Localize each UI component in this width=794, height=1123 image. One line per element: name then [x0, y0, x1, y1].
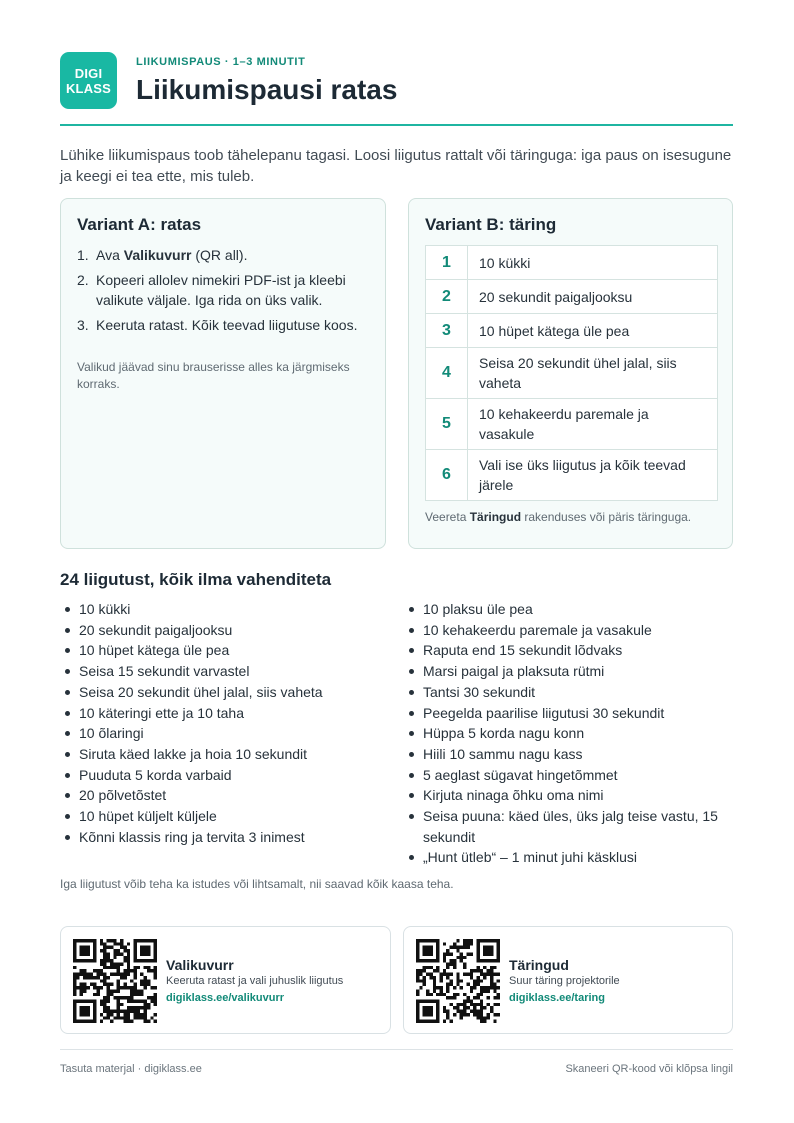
- header-kicker: LIIKUMISPAUS · 1–3 MINUTIT: [136, 56, 306, 68]
- move-item: Tantsi 30 sekundit: [404, 682, 733, 703]
- move-item: Puuduta 5 korda varbaid: [60, 765, 390, 786]
- footer-divider: [60, 1049, 733, 1050]
- dice-move: 10 kehakeerdu paremale ja vasakule: [468, 399, 718, 450]
- move-item: „Hunt ütleb“ – 1 minut juhi käsklusi: [404, 847, 733, 868]
- dice-number: 2: [426, 280, 468, 314]
- qr-card-valikuvurr[interactable]: [60, 926, 391, 1034]
- move-item: Kirjuta ninaga õhku oma nimi: [404, 785, 733, 806]
- worksheet-page: [60, 0, 733, 1123]
- moves-list-left: [60, 599, 390, 847]
- note-b-before: Veereta: [425, 510, 470, 524]
- moves-list-right: [404, 599, 733, 868]
- move-item: 20 põlvetõstet: [60, 785, 390, 806]
- move-item: Peegelda paarilise liigutusi 30 sekundit: [404, 703, 733, 724]
- dice-table: [425, 245, 718, 501]
- move-item: Hiili 10 sammu nagu kass: [404, 744, 733, 765]
- intro-paragraph: Lühike liikumispaus toob tähelepanu tagasi. Loosi liigutus rattalt või täringuga: iga paus on isesugune ja keegi ei tea ette, mis tuleb.: [60, 147, 732, 185]
- dice-row: [426, 348, 718, 399]
- step-text: Keeruta ratast. Kõik teevad liigutuse koos.: [96, 317, 358, 333]
- move-item: Hüppa 5 korda nagu konn: [404, 723, 733, 744]
- move-item: 10 hüpet küljelt küljele: [60, 806, 390, 827]
- dice-number: 3: [426, 314, 468, 348]
- step-text-before: Ava: [96, 247, 124, 263]
- dice-row: [426, 280, 718, 314]
- qr-card-subtitle: Keeruta ratast ja vali juhuslik liigutus: [166, 975, 344, 987]
- qr-card-title: Täringud: [509, 957, 569, 973]
- logo-line-1: DIGI: [74, 65, 103, 81]
- move-item: Siruta käed lakke ja hoia 10 sekundit: [60, 744, 390, 765]
- variant-a-steps: [77, 245, 371, 340]
- step-item: [77, 270, 371, 310]
- moves-note: Iga liigutust võib teha ka istudes või lihtsamalt, nii saavad kõik kaasa teha.: [60, 877, 454, 891]
- note-b-app-name: Täringud: [469, 510, 522, 524]
- variant-b-card: [408, 198, 733, 549]
- dice-row: [426, 314, 718, 348]
- dice-row: [426, 246, 718, 280]
- header-divider: [60, 124, 733, 126]
- page-header: [60, 52, 733, 112]
- move-item: Seisa 20 sekundit ühel jalal, siis vaheta: [60, 682, 390, 703]
- dice-move: 10 kükki: [468, 246, 718, 280]
- qr-card-link[interactable]: digiklass.ee/valikuvurr: [166, 992, 285, 1004]
- variant-b-title: Variant B: täring: [425, 215, 557, 234]
- moves-title: 24 liigutust, kõik ilma vahenditeta: [60, 570, 332, 589]
- move-item: 10 plaksu üle pea: [404, 599, 733, 620]
- step-app-name: Valikuvurr: [123, 247, 192, 263]
- step-text-after: (QR all).: [191, 247, 248, 263]
- variant-a-note: Valikud jäävad sinu brauserisse alles ka järgmiseks korraks.: [77, 360, 350, 391]
- qr-code-icon[interactable]: [73, 939, 157, 1023]
- dice-move: 20 sekundit paigaljooksu: [468, 280, 718, 314]
- move-item: 5 aeglast sügavat hingetõmmet: [404, 765, 733, 786]
- qr-card-link[interactable]: digiklass.ee/taring: [509, 992, 605, 1004]
- qr-card-taringud[interactable]: [403, 926, 733, 1034]
- step-item: [77, 245, 371, 265]
- qr-code-icon[interactable]: [416, 939, 500, 1023]
- dice-move: Seisa 20 sekundit ühel jalal, siis vaheta: [468, 348, 718, 399]
- move-item: 10 kehakeerdu paremale ja vasakule: [404, 620, 733, 641]
- step-item: [77, 315, 371, 335]
- qr-card-title: Valikuvurr: [166, 957, 234, 973]
- footer-right: Skaneeri QR-kood või klõpsa lingil: [565, 1063, 733, 1075]
- variant-b-note: [425, 510, 691, 524]
- dice-number: 6: [426, 450, 468, 501]
- move-item: 10 hüpet kätega üle pea: [60, 640, 390, 661]
- dice-move: Vali ise üks liigutus ja kõik teevad järele: [468, 450, 718, 501]
- dice-row: [426, 399, 718, 450]
- move-item: Seisa 15 sekundit varvastel: [60, 661, 390, 682]
- dice-row: [426, 450, 718, 501]
- dice-number: 1: [426, 246, 468, 280]
- move-item: Seisa puuna: käed üles, üks jalg teise vastu, 15 sekundit: [404, 806, 733, 847]
- dice-number: 5: [426, 399, 468, 450]
- move-item: 10 käteringi ette ja 10 taha: [60, 703, 390, 724]
- move-item: 10 õlaringi: [60, 723, 390, 744]
- move-item: Marsi paigal ja plaksuta rütmi: [404, 661, 733, 682]
- move-item: 10 kükki: [60, 599, 390, 620]
- move-item: Kõnni klassis ring ja tervita 3 inimest: [60, 827, 390, 848]
- digiklass-logo[interactable]: [60, 52, 117, 109]
- dice-move: 10 hüpet kätega üle pea: [468, 314, 718, 348]
- step-number: 3.: [77, 317, 89, 333]
- qr-card-subtitle: Suur täring projektorile: [509, 975, 620, 987]
- variant-a-title: Variant A: ratas: [77, 215, 202, 234]
- note-b-after: rakenduses või päris täringuga.: [521, 510, 692, 524]
- move-item: Raputa end 15 sekundit lõdvaks: [404, 640, 733, 661]
- footer-left: Tasuta materjal · digiklass.ee: [60, 1063, 202, 1075]
- dice-number: 4: [426, 348, 468, 399]
- step-number: 1.: [77, 247, 89, 263]
- step-text: Kopeeri allolev nimekiri PDF-ist ja kleebi valikute väljale. Iga rida on üks valik.: [96, 272, 346, 308]
- logo-line-2: KLASS: [65, 80, 112, 96]
- step-number: 2.: [77, 272, 89, 288]
- variant-a-card: [60, 198, 386, 549]
- move-item: 20 sekundit paigaljooksu: [60, 620, 390, 641]
- page-title: Liikumispausi ratas: [136, 74, 398, 105]
